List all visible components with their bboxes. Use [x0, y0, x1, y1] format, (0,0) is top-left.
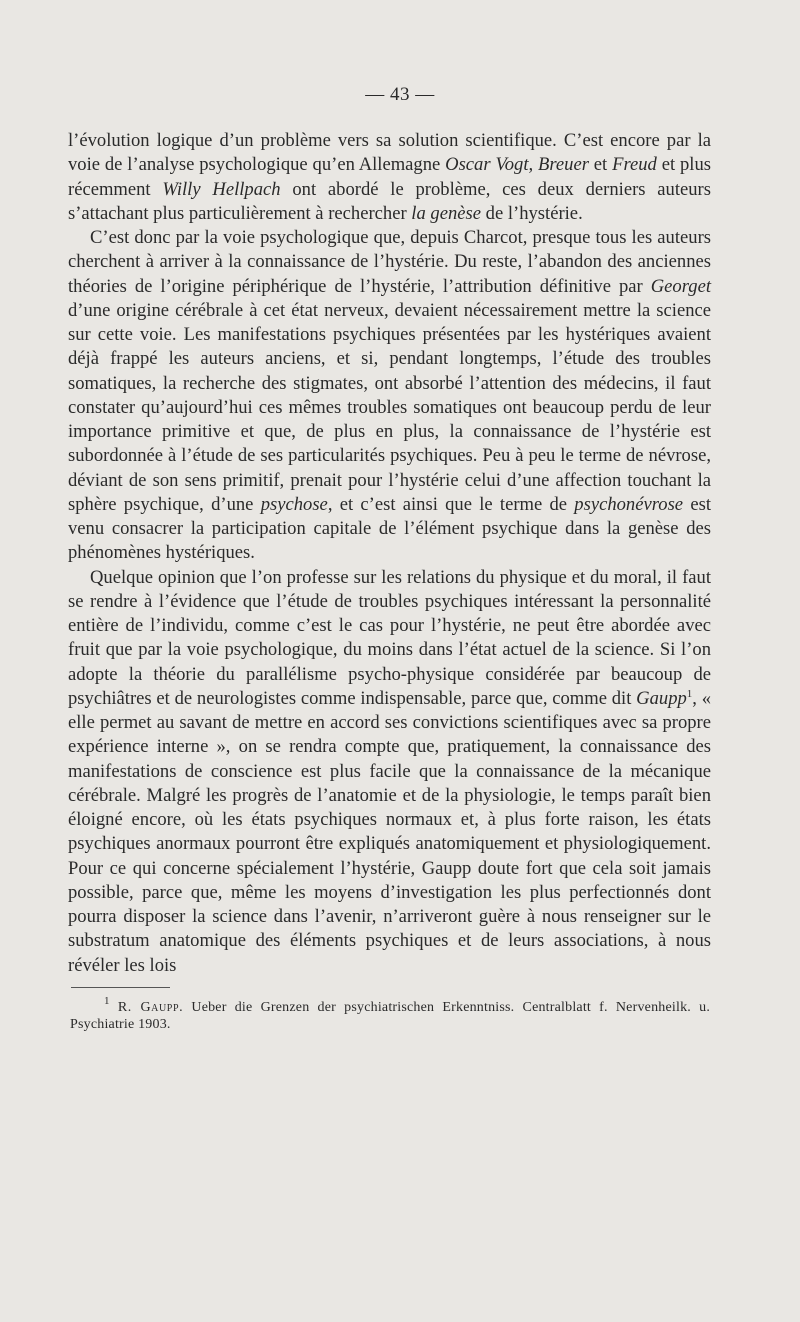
text-run: est venu consacrer la participation capitale de l’élément psychique dans la genèse des phénomènes hystériques.: [68, 493, 711, 564]
body-text: [68, 129, 711, 978]
text-run: Quelque opinion que l’on professe sur les relations du physique et du moral, il faut se rendre à l’évidence que l’étude de troubles psychiques intéressant la personnalité entière de l’individu, comme c’est le cas pour l’hystérie, ne peut être abordée avec fruit que par la voie psychologique, du moins dans l’état actuel de la science. Si l’on adopte la théorie du parallélisme psycho-physique considérée par beaucoup de psychiâtres et de neurologistes comme indispensable, parce que, comme dit: [68, 566, 711, 709]
footnote-marker: 1: [104, 995, 110, 1007]
italic-text: Willy Hellpach: [162, 178, 281, 200]
paragraph: [68, 566, 711, 978]
footnote-author: R. Gaupp.: [117, 1000, 184, 1015]
italic-text: Georget: [650, 275, 711, 297]
footnote: [70, 995, 711, 1033]
paragraph: [68, 226, 711, 566]
text-run: C’est donc par la voie psychologique que, depuis Charcot, presque tous les auteurs cherchent à arriver à la connaissance de l’hystérie. Du reste, l’abandon des anciennes théories de l’origine périphérique de l’hystérie, l’attribution définitive par: [68, 227, 711, 297]
footnote-reference: 1: [686, 687, 693, 700]
text-run: ont abordé le problème, ces deux derniers auteurs s’attachant plus particulièrement à rechercher: [68, 178, 711, 224]
text-run: , « elle permet au savant de mettre en accord ses convictions scientifiques avec sa propre expérience interne », on se rendra compte que, pratiquement, la connaissance des manifestations de conscience est plus facile que la connaissance de la mécanique cérébrale. Malgré les progrès de l’anatomie et de la physiologie, le temps paraît bien éloigné encore, où les états psychiques normaux et, à plus forte raison, les états psychiques anormaux pourront être expliqués anatomiquement et physiologiquement. Pour ce qui concerne spécialement l’hystérie, Gaupp doute fort que cela soit jamais possible, parce que, même les moyens d’investigation les plus perfectionnés dont pourra disposer la science dans l’avenir, n’arriveront guère à nous renseigner sur le substratum anatomique des éléments psychiques et de leurs associations, à nous révéler les lois: [68, 687, 712, 976]
italic-text: Freud: [612, 154, 657, 176]
footnote-text: Ueber die Grenzen der psychiatrischen Erkenntniss. Centralblatt f. Nervenheilk. u. Psychiatrie 1903.: [70, 1000, 711, 1032]
text-run: l’évolution logique d’un problème vers sa solution scientifique. C’est encore par la voie de l’analyse psychologique qu’en Allemagne: [68, 130, 711, 176]
text-run: de l’hystérie.: [481, 202, 583, 224]
text-run: et plus récemment: [68, 154, 711, 200]
text-run: d’une origine cérébrale à cet état nerveux, devaient nécessairement mettre la science sur cette voie. Les manifestations psychiques présentées par les hystériques avaient déjà frappé les auteurs anciens, et si, pendant longtemps, l’étude des troubles somatiques, la recherche des stigmates, ont absorbé l’attention des médecins, il faut constater qu’aujourd’hui ces mêmes troubles somatiques ont beaucoup perdu de leur importance primitive et que, de plus en plus, la connaissance de l’hystérie est subordonnée à l’étude de ses particularités psychiques. Peu à peu le terme de névrose, déviant de son sens primitif, prenait pour l’hystérie celui d’une affection touchant la sphère psychique, d’une: [68, 299, 711, 515]
page-number: — 43 —: [365, 84, 435, 105]
italic-text: Gaupp: [636, 687, 687, 709]
italic-text: la genèse: [411, 202, 481, 224]
italic-text: psychose: [260, 493, 328, 515]
italic-text: psychonévrose: [574, 493, 684, 515]
footnote-rule: [71, 987, 170, 988]
paragraph: [68, 129, 711, 226]
italic-text: Oscar Vogt, Breuer: [445, 154, 589, 176]
text-run: , et c’est ainsi que le terme de: [327, 493, 575, 515]
text-run: et: [588, 154, 613, 176]
